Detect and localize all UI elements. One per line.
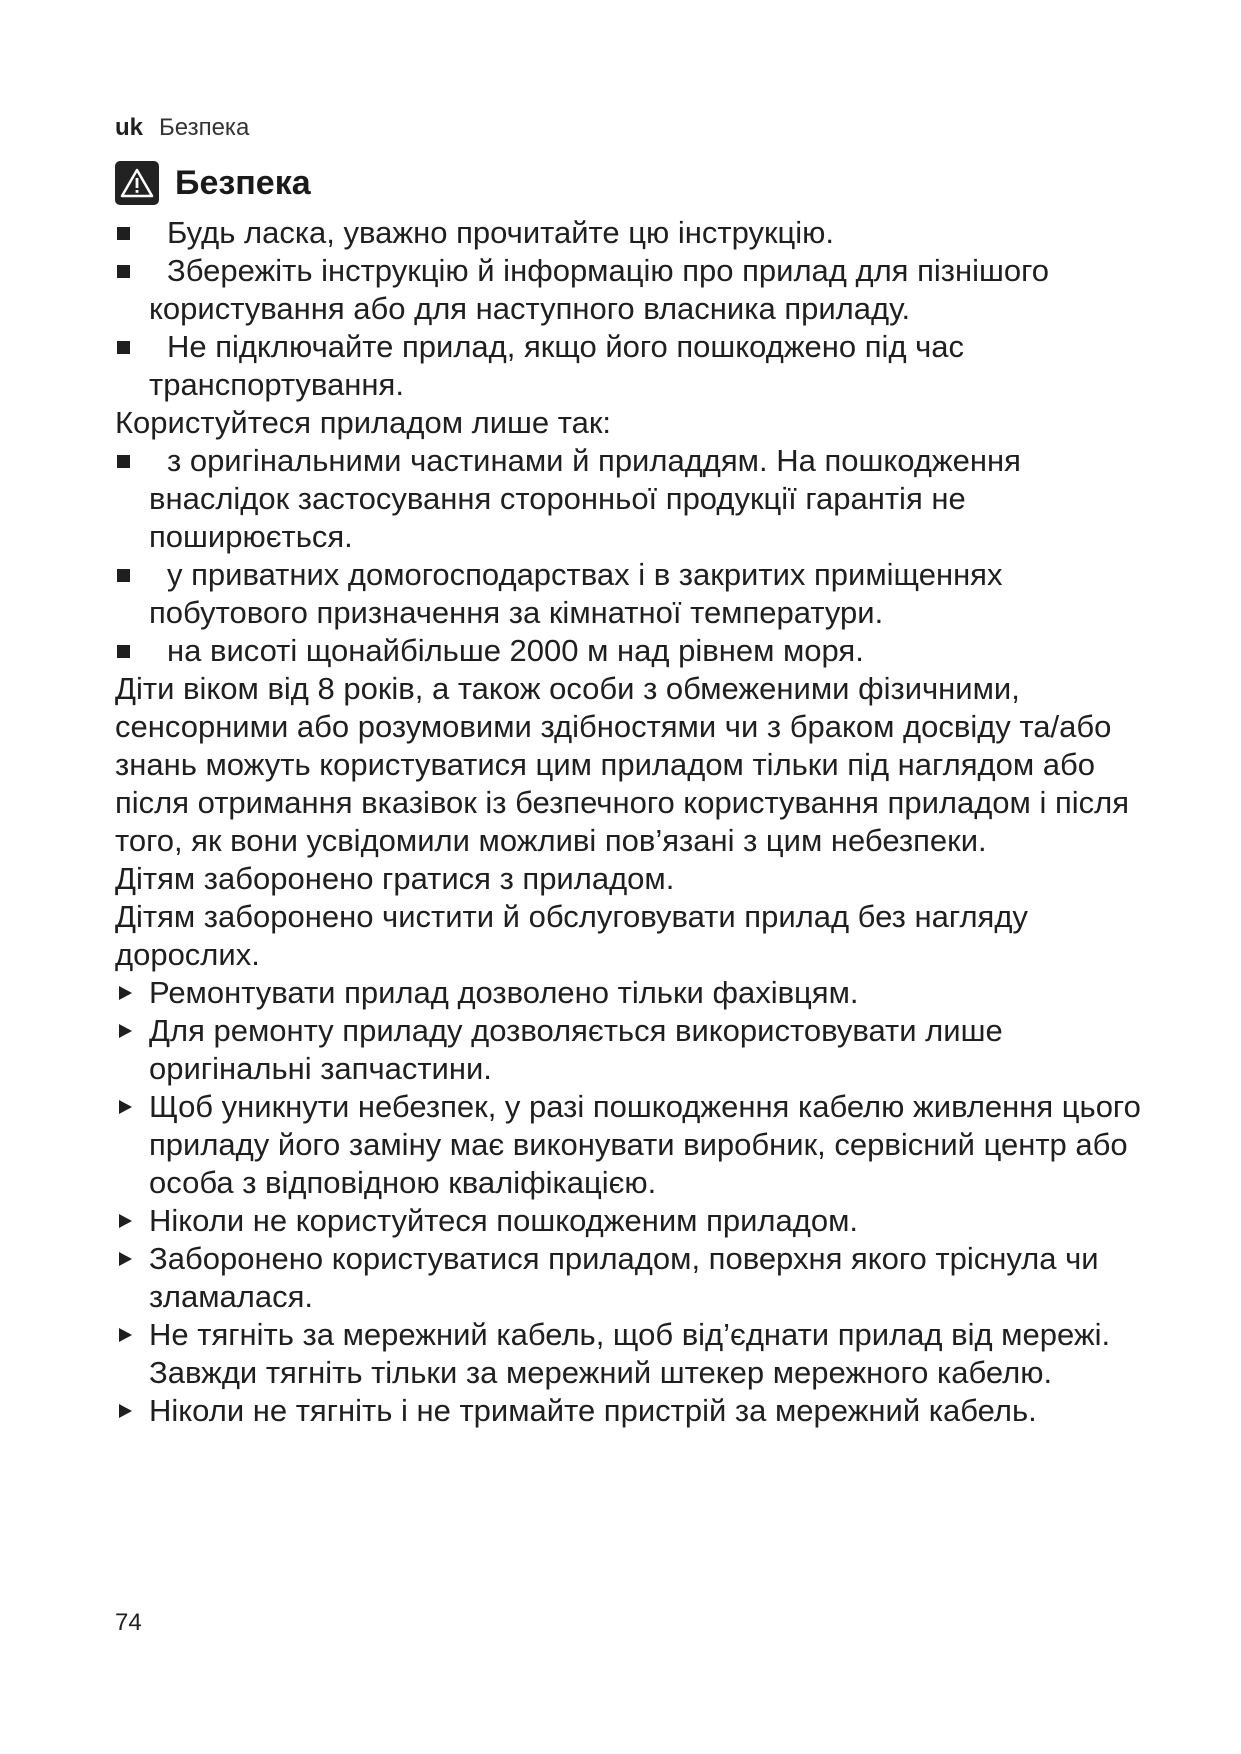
list-item: Не тягніть за мережний кабель, щоб від’єднати прилад від мережі. Завжди тягніть тільки за мережний штекер мережного кабелю. (115, 1316, 1145, 1392)
instruction-list (115, 974, 1145, 1430)
language-code: uk (115, 114, 144, 141)
list-item: Будь ласка, уважно прочитайте цю інструкцію. (115, 214, 1145, 252)
usage-intro: Користуйтеся приладом лише так: (115, 405, 612, 440)
list-item: на висоті щонайбільше 2000 м над рівнем моря. (115, 632, 1145, 670)
list-item: Для ремонту приладу дозволяється використовувати лише оригінальні запчастини. (115, 1012, 1145, 1088)
list-item: Щоб уникнути небезпек, у разі пошкодження кабелю живлення цього приладу його заміну має виконувати виробник, сервісний центр або особа з відповідною кваліфікацією. (115, 1088, 1145, 1202)
intro-bullet-list (115, 214, 1145, 404)
children-clean-paragraph: Дітям заборонено чистити й обслуговувати прилад без нагляду дорослих. (115, 899, 1028, 972)
list-item: Ніколи не тягніть і не тримайте пристрій за мережний кабель. (115, 1392, 1145, 1430)
children-paragraph: Діти віком від 8 років, а також особи з обмеженими фізичними, сенсорними або розумовими здібностями чи з браком досвіду та/або знань можуть користуватися цим приладом тільки під наглядом або після отримання вказівок із безпечного користування приладом і після того, як вони усвідомили можливі пов’язані з цим небезпеки. (115, 671, 1130, 858)
safety-content (115, 214, 1145, 1430)
warning-triangle-icon (115, 161, 159, 205)
running-header (115, 113, 249, 143)
list-item: у приватних домогосподарствах і в закритих приміщеннях побутового призначення за кімнатної температури. (115, 556, 1145, 632)
page-number: 74 (115, 1609, 142, 1636)
section-heading (115, 161, 311, 205)
list-item: з оригінальними частинами й приладдям. На пошкодження внаслідок застосування сторонньої продукції гарантія не поширюється. (115, 442, 1145, 556)
page-title: Безпека (175, 163, 311, 202)
section-name: Безпека (159, 114, 250, 141)
list-item: Ремонтувати прилад дозволено тільки фахівцям. (115, 974, 1145, 1012)
list-item: Збережіть інструкцію й інформацію про прилад для пізнішого користування або для наступного власника приладу. (115, 252, 1145, 328)
list-item: Ніколи не користуйтеся пошкодженим приладом. (115, 1202, 1145, 1240)
list-item: Заборонено користуватися приладом, поверхня якого тріснула чи зламалася. (115, 1240, 1145, 1316)
children-play-paragraph: Дітям заборонено гратися з приладом. (115, 861, 675, 896)
list-item: Не підключайте прилад, якщо його пошкоджено під час транспортування. (115, 328, 1145, 404)
usage-bullet-list (115, 442, 1145, 670)
